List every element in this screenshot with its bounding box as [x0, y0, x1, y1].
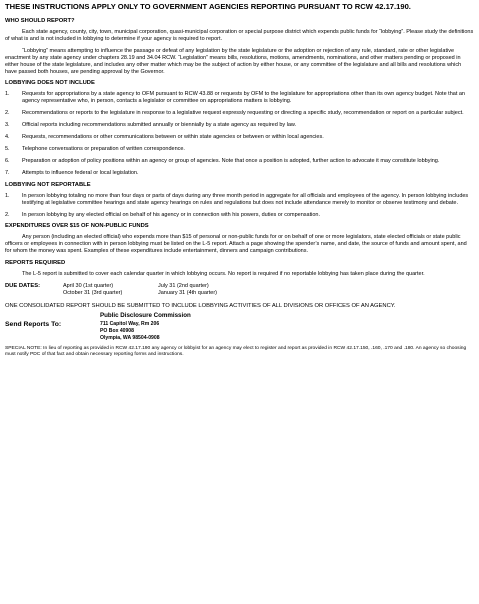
- address-line-1: 711 Capitol Way, Rm 206: [100, 320, 160, 327]
- expenditures-heading: EXPENDITURES OVER $15 OF NON-PUBLIC FUNDS: [5, 223, 149, 230]
- consolidated-notice: ONE CONSOLIDATED REPORT SHOULD BE SUBMITTED TO INCLUDE LOBBYING ACTIVITIES OF ALL DIVISIONS OR OFFICES OF AN AGENCY.: [5, 302, 396, 309]
- address-line-2: PO Box 40908: [100, 327, 134, 334]
- list-item-text: Recommendations or reports to the legislature in response to a legislative request expressly requesting or directing a specific study, recommendation or report on a particular subject.: [22, 110, 464, 117]
- page-title: THESE INSTRUCTIONS APPLY ONLY TO GOVERNMENT AGENCIES REPORTING PURSUANT TO RCW 42.17.190.: [5, 2, 411, 11]
- due-date-q1: April 30 (1st quarter): [63, 283, 114, 290]
- special-note: SPECIAL NOTE: In lieu of reporting as provided in RCW 42.17.190 any agency or lobbyist for an agency may elect to register and report as provided in RCW 42.17.150, .160, .170 and .180. An agency so choosing must notify PDC of that fact and obtain necessary reporting forms and instructions.: [5, 345, 467, 358]
- list-item: [5, 122, 474, 129]
- not-include-heading: LOBBYING DOES NOT INCLUDE: [5, 80, 95, 87]
- due-dates: [5, 283, 474, 297]
- list-item-number: 7.: [5, 169, 10, 176]
- who-paragraph-2: “Lobbying” means attempting to influence the passage or defeat of any legislation by the state legislature or the adoption or rejection of any rule, standard, rate or other legislative enactment by any state agency under chapters 28.19 and 34.04 RCW. “Legislation” means bills, resolutions, motions, amendments, nominations, and other matters pending or proposed in either house of the state legislature, and includes any other matter which may be the subject of action by either house, or any committee of the legislature and all bills and resolutions which have passed both houses, are pending approval by the Governor.: [5, 47, 462, 75]
- list-item-number: 5.: [5, 145, 10, 152]
- list-item-number: 6.: [5, 157, 10, 164]
- due-date-q2: July 31 (2nd quarter): [158, 283, 209, 290]
- list-item-number: 4.: [5, 134, 10, 141]
- due-date-q3: October 31 (3rd quarter): [63, 289, 123, 296]
- list-item-text: Attempts to influence federal or local legislation.: [22, 169, 139, 176]
- list-item-text: Requests, recommendations or other communications between or within state agencies or between or within local agencies.: [22, 134, 324, 141]
- list-item-number: 3.: [5, 122, 10, 129]
- send-reports-label: Send Reports To:: [5, 320, 62, 328]
- who-heading: WHO SHOULD REPORT?: [5, 18, 75, 24]
- list-item: [5, 134, 474, 141]
- list-item: [5, 212, 474, 219]
- commission-name: Public Disclosure Commission: [100, 311, 191, 319]
- not-include-list: [5, 91, 474, 176]
- list-item-number: 1.: [5, 192, 10, 199]
- list-item: [5, 91, 474, 105]
- list-item-text: Telephone conversations or preparation of written correspondence.: [22, 145, 185, 152]
- list-item-number: 2.: [5, 211, 10, 218]
- send-reports-block: [5, 320, 474, 342]
- list-item: [5, 193, 474, 207]
- list-item-number: 1.: [5, 91, 10, 98]
- who-paragraph-1: Each state agency, county, city, town, municipal corporation, quasi-municipal corporation or special purpose district which expends public funds for “lobbying”. Please study the definitions of what is and is not included in lobbying to determine if your agency is required to report.: [5, 29, 474, 42]
- list-item: [5, 170, 474, 177]
- expenditures-paragraph: Any person (including an elected official) who expends more than $15 of personal or non-public funds for or on behalf of one or more legislators, state elected officials or state public officers or employees in connection with in person lobbying must be listed on the L-5 report. Attach a page showing the spender’s name, and date, the source of funds and amount spent, and for whom the money was spent. Examples of these expenditures include entertainment, dinners and campaign contributions.: [5, 234, 467, 255]
- mailing-address: [100, 321, 160, 342]
- list-item-text: In person lobbying totaling no more than four days or parts of days during any three month period in aggregate for all officials and employees of the agency. In person lobbying includes testifying at legislative committee hearings and state agency hearings on rules and regulations but does not include attendance merely to monitor or observe testimony and debate.: [22, 192, 469, 206]
- list-item: [5, 110, 474, 117]
- due-dates-column-1: [63, 283, 158, 297]
- list-item-text: Requests for appropriations by a state agency to OFM pursuant to RCW 43.88 or requests by OFM to the legislature for appropriations other than its own agency budget. Note that an agency representative who, in person, contacts a legislator or committee on appropriations matters is lobbying.: [22, 91, 465, 105]
- list-item-text: Preparation or adoption of policy positions within an agency or group of agencies. Note that once a position is adopted, further action to advocate it may constitute lobbying.: [22, 157, 440, 164]
- address-line-3: Olympia, WA 98504-0908: [100, 334, 160, 341]
- not-reportable-heading: LOBBYING NOT REPORTABLE: [5, 181, 91, 188]
- list-item-text: Official reports including recommendations submitted annually or biennially by a state agency as required by law.: [22, 122, 297, 129]
- list-item: [5, 146, 474, 153]
- due-dates-label: DUE DATES:: [5, 283, 40, 290]
- due-date-q4: January 31 (4th quarter): [158, 289, 218, 296]
- list-item: [5, 158, 474, 165]
- list-item-number: 2.: [5, 110, 10, 117]
- due-dates-column-2: [158, 283, 278, 297]
- reports-paragraph: The L-5 report is submitted to cover each calendar quarter in which lobbying occurs. No report is required if no reportable lobbying has taken place during the quarter.: [22, 271, 425, 278]
- not-reportable-list: [5, 193, 474, 219]
- reports-heading: REPORTS REQUIRED: [5, 260, 66, 267]
- list-item-text: In person lobbying by any elected official on behalf of his agency or in connection with his powers, duties or compensation.: [22, 211, 320, 218]
